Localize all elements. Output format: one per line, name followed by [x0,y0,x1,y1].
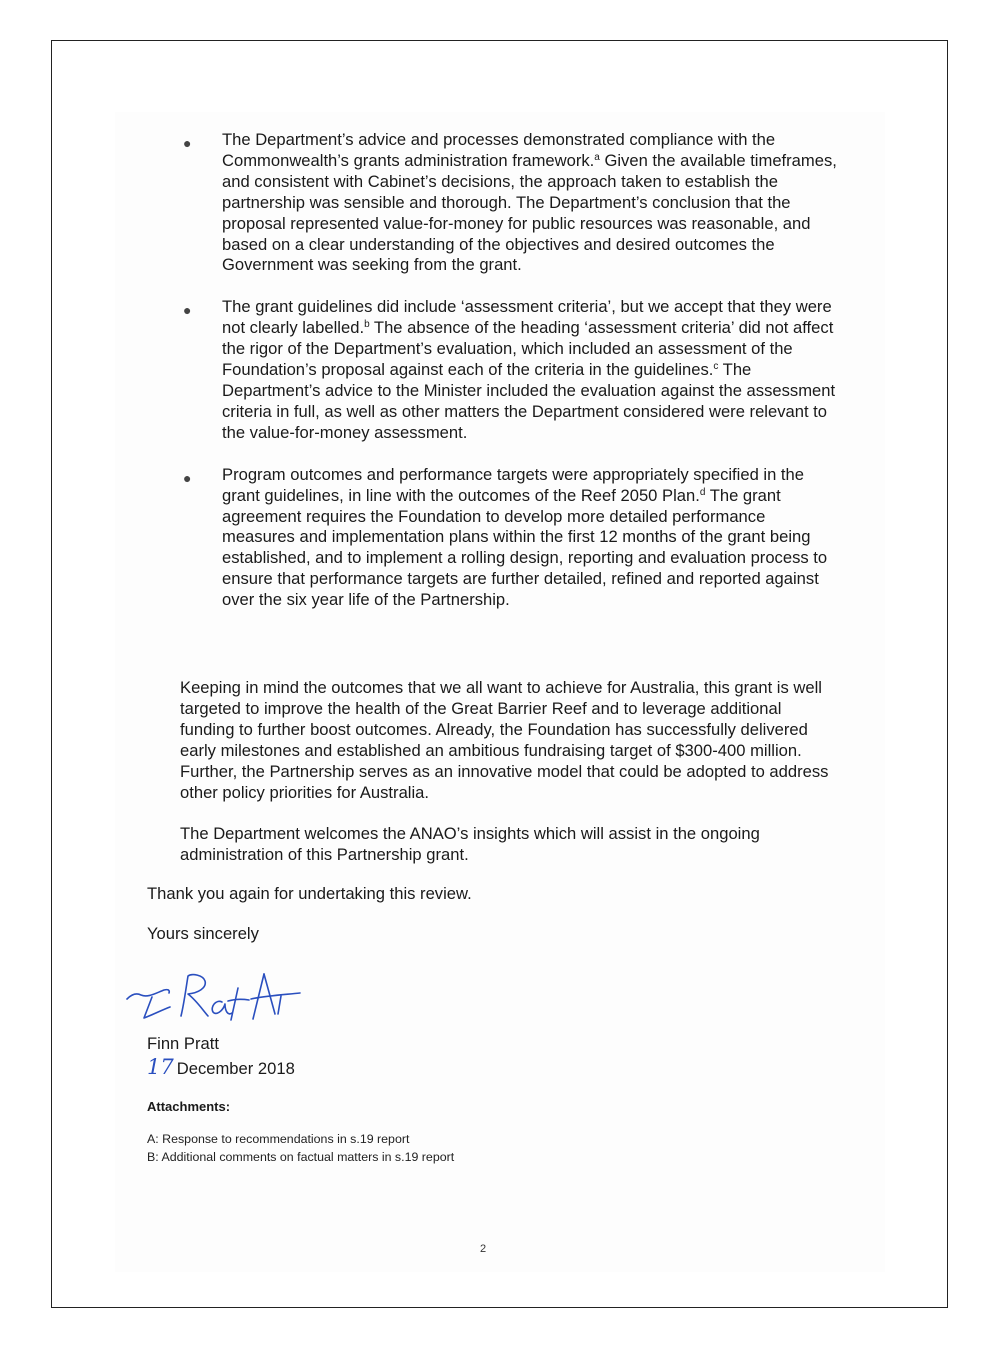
paragraph-outcomes: Keeping in mind the outcomes that we all want to achieve for Australia, this grant is well targeted to improve the health of the Great Barrier Reef and to leverage additional funding to further boost outcomes. Already, the Foundation has successfully delivered early milestones and established an ambitious fundraising target of $300-400 million. Further, the Partnership serves as an innovative model that could be adopted to address other policy priorities for Australia. [180,678,829,802]
bullet-item [180,297,840,443]
bullet-dot-icon: ● [183,302,192,319]
footnote-marker: d [699,486,706,498]
closing-line: Yours sincerely [147,924,259,943]
attachment-item: A: Response to recommendations in s.19 report [147,1132,410,1146]
footnote-marker: a [594,151,600,163]
paragraph-welcome: The Department welcomes the ANAO’s insights which will assist in the ongoing administration of this Partnership grant. [180,824,760,864]
bullet-list [180,130,840,632]
attachments-heading: Attachments: [147,1099,231,1114]
bullet-item [180,130,840,276]
bullet-text: Program outcomes and performance targets were appropriately specified in the grant guidelines, in line with the outcomes of the Reef 2050 Plan.$^d$ The grant agreement requires the Foundation to develop more detailed performance measures and implementation plans within the first 12 months of the grant being established, and to implement a rolling design, reporting and evaluation process to ensure that performance targets are further detailed, refined and reported against over the six year life of the Partnership. [222,464,828,610]
bullet-text: The grant guidelines did include ‘assessment criteria’, but we accept that they were not clearly labelled.$^b$ The absence of the heading ‘assessment criteria’ did not affect the rigor of the Department’s evaluation, which included an assessment of the Foundation’s proposal against each of the criteria in the guidelines.$^c$ The Department’s advice to the Minister included the evaluation against the assessment criteria in full, as well as other matters the Department considered were relevant to the value-for-money assessment. [222,297,836,442]
bullet-item [180,465,840,611]
signatory-name: Finn Pratt [147,1034,219,1053]
signature-image [124,966,324,1028]
date-text: December 2018 [176,1059,295,1078]
signature-date [147,1057,295,1080]
footnote-marker: c [713,361,719,373]
bullet-text: The Department’s advice and processes demonstrated compliance with the Commonwealth’s grants administration framework.$^a$ Given the available timeframes, and consistent with Cabinet’s decisions, the approach taken to establish the partnership was sensible and thorough. The Department’s conclusion that the proposal represented value-for-money for public resources was reasonable, and based on a clear understanding of the objectives and desired outcomes the Government was seeking from the grant. [222,130,837,275]
attachment-item: B: Additional comments on factual matters in s.19 report [147,1150,455,1164]
page-number: 2 [480,1243,487,1255]
bullet-dot-icon: ● [183,469,192,486]
thanks-line: Thank you again for undertaking this review. [147,884,472,903]
bullet-dot-icon: ● [183,135,192,151]
footnote-marker: b [364,319,370,331]
handwritten-day: 17 [147,1055,174,1079]
